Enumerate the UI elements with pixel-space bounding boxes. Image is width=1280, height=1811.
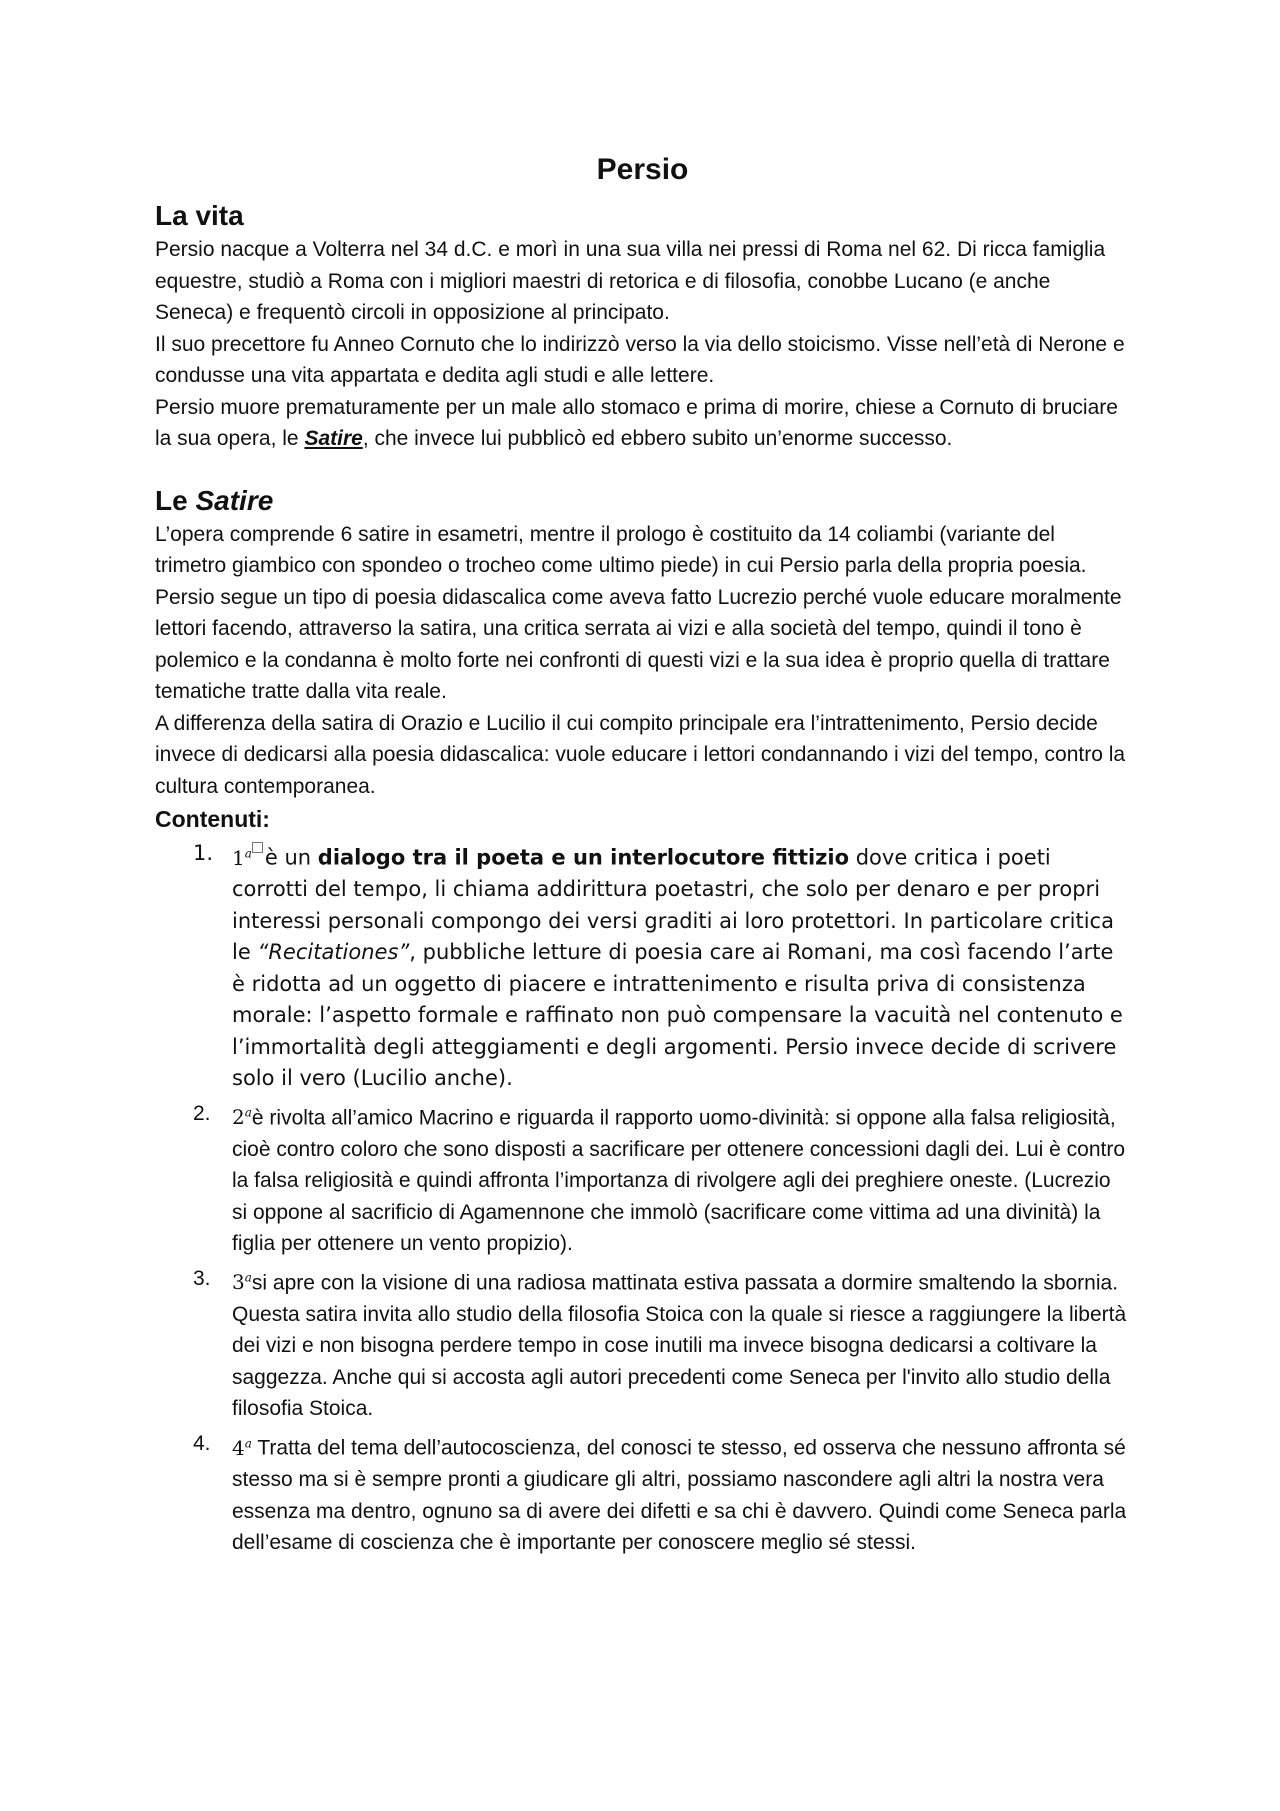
contenuti-label: Contenuti:: [155, 806, 270, 832]
list-item: [155, 838, 1130, 1095]
vita-p3-after: , che invece lui pubblicò ed ebbero subito un’enorme successo.: [362, 427, 953, 450]
list-number: 3.: [193, 1266, 211, 1290]
satire-paragraph-3: A differenza della satira di Orazio e Lucilio il cui compito principale era l’intrattenimento, Persio decide invece di dedicarsi alla poesia didascalica: vuole educare i lettori condannando i vizi del tempo, contro la cultura contemporanea.: [155, 711, 1126, 798]
list-item: [155, 1098, 1130, 1260]
list-item: [155, 1263, 1130, 1425]
satire-contents-list: [155, 838, 1130, 1559]
comment-marker-icon: [252, 842, 263, 853]
list-number: 4.: [193, 1431, 211, 1455]
document-title: Persio: [596, 153, 689, 186]
satire-ordinal: 3$^a$: [232, 1270, 252, 1295]
heading-prefix: Le: [155, 484, 196, 516]
item-lead: è un: [264, 845, 318, 870]
item-italic: “Recitationes”: [257, 940, 410, 965]
heading-italic: Satire: [195, 484, 274, 516]
list-number: 1.: [193, 841, 214, 865]
section-heading-satire: [155, 483, 1130, 519]
satire-paragraph-1: L’opera comprende 6 satire in esametri, mentre il prologo è costituito da 14 coliambi (variante del trimetro giambico con spondeo o trocheo come ultimo piede) in cui Persio parla della propria poesia.: [155, 522, 1087, 577]
section-heading-vita: La vita: [155, 200, 244, 231]
satire-ordinal: 4$^a$: [232, 1435, 252, 1460]
work-title-satire: Satire: [304, 427, 363, 450]
item-tail: , pubbliche letture di poesia care ai Romani, ma così facendo l’arte è ridotta ad un oggetto di piacere e intrattenimento e risulta priva di consistenza morale: l’aspetto formale e raffinato non può compensare la vacuità nel contenuto e l’immortalità degli atteggiamenti e degli argomenti. Persio invece decide di scrivere solo il vero (Lucilio anche).: [232, 940, 1123, 1091]
vita-paragraph-2: Il suo precettore fu Anneo Cornuto che lo indirizzò verso la via dello stoicismo. Visse nell’età di Nerone e condusse una vita appartata e dedita agli studi e alle lettere.: [155, 332, 1125, 387]
item-mid: dove critica i poeti corrotti del tempo, li chiama addirittura poetastri, che solo per denaro e per propri interessi personali compongo dei versi graditi ai loro protettori. In particolare critica le: [232, 845, 1114, 965]
vita-p3-before: Persio muore prematuramente per un male allo stomaco e prima di morire, chiese a Cornuto di bruciare la sua opera, le: [155, 395, 1118, 450]
satire-ordinal: 1$^a$: [232, 845, 252, 870]
item-text: si apre con la visione di una radiosa mattinata estiva passata a dormire smaltendo la sbornia. Questa satira invita allo studio della filosofia Stoica con la quale si riesce a raggiungere la libertà dei vizi e non bisogna perdere tempo in cose inutili ma invece bisogna dedicarsi a coltivare la saggezza. Anche qui si accosta agli autori precedenti come Seneca per l'invito allo studio della filosofia Stoica.: [232, 1271, 1127, 1421]
item-bold: dialogo tra il poeta e un interlocutore fittizio: [317, 845, 850, 870]
vita-paragraph-3: [155, 392, 1130, 455]
list-number: 2.: [193, 1101, 211, 1125]
satire-paragraph-2: Persio segue un tipo di poesia didascalica come aveva fatto Lucrezio perché vuole educare moralmente lettori facendo, attraverso la satira, una critica serrata ai vizi e alla società del tempo, quindi il tono è polemico e la condanna è molto forte nei confronti di questi vizi e la sua idea è proprio quella di trattare tematiche tratte dalla vita reale.: [155, 585, 1122, 703]
satire-ordinal: 2$^a$: [232, 1105, 252, 1130]
list-item: [155, 1428, 1130, 1559]
vita-paragraph-1: Persio nacque a Volterra nel 34 d.C. e morì in una sua villa nei pressi di Roma nel 62. Di ricca famiglia equestre, studiò a Roma con i migliori maestri di retorica e di filosofia, conobbe Lucano (e anche Seneca) e frequentò circoli in opposizione al principato.: [155, 238, 1106, 324]
item-text: è rivolta all’amico Macrino e riguarda il rapporto uomo-divinità: si oppone alla falsa religiosità, cioè contro coloro che sono disposti a sacrificare per ottenere concessioni dagli dei. Lui è contro la falsa religiosità e quindi affronta l’importanza di rivolgere agli dei preghiere oneste. (Lucrezio si oppone al sacrificio di Agamennone che immolò (sacrificare come vittima ad una divinità) la figlia per ottenere un vento propizio).: [232, 1106, 1126, 1256]
item-text: Tratta del tema dell’autocoscienza, del conosci te stesso, ed osserva che nessuno affronta sé stesso ma si è sempre pronti a giudicare gli altri, possiamo nascondere agli altri la nostra vera essenza ma dentro, ognuno sa di avere dei difetti e sa chi è davvero. Quindi come Seneca parla dell’esame di coscienza che è importante per conoscere meglio sé stessi.: [232, 1436, 1127, 1555]
